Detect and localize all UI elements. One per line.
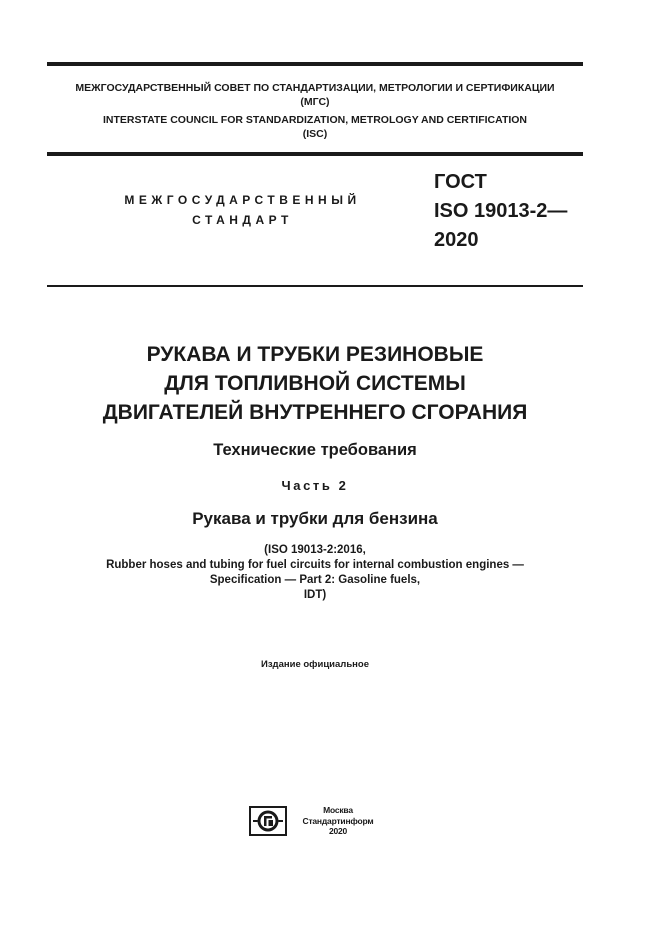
- top-thick-rule: [47, 62, 583, 66]
- council-ru-abbr: (МГС): [300, 96, 330, 108]
- title-line1: РУКАВА И ТРУБКИ РЕЗИНОВЫЕ: [146, 343, 484, 366]
- council-name-ru: [47, 81, 583, 109]
- middle-thick-rule: [47, 152, 583, 156]
- standard-type-line2: СТАНДАРТ: [192, 213, 293, 227]
- standartinform-logo-icon: [249, 806, 287, 836]
- iso-ref-line3: Specification — Part 2: Gasoline fuels,: [209, 574, 421, 586]
- publisher-year: 2020: [328, 826, 348, 836]
- document-title: [47, 340, 583, 427]
- council-name-en: [47, 113, 583, 141]
- publisher-city: Москва: [323, 805, 353, 815]
- edition-label: Издание официальное: [261, 659, 369, 670]
- council-en-abbr: (ISC): [302, 128, 328, 140]
- council-ru-line1: МЕЖГОСУДАРСТВЕННЫЙ СОВЕТ ПО СТАНДАРТИЗАЦИИ, МЕТРОЛОГИИ И СЕРТИФИКАЦИИ: [75, 82, 555, 94]
- designation-line2: ISO 19013-2—: [434, 200, 568, 222]
- standard-designation: [434, 168, 567, 255]
- publisher-name: Стандартинформ: [302, 815, 374, 826]
- publisher-block: [296, 805, 380, 837]
- part-title: Рукава и трубки для бензина: [192, 509, 438, 528]
- thin-rule: [47, 285, 583, 287]
- iso-ref-line4: IDT): [303, 589, 327, 601]
- logo-graphic: [249, 806, 287, 836]
- title-line3: ДВИГАТЕЛЕЙ ВНУТРЕННЕГО СГОРАНИЯ: [102, 401, 528, 424]
- iso-ref-line2: Rubber hoses and tubing for fuel circuits for internal combustion engines —: [106, 559, 524, 571]
- title-line2: ДЛЯ ТОПЛИВНОЙ СИСТЕМЫ: [164, 372, 466, 395]
- standard-type-line1: МЕЖГОСУДАРСТВЕННЫЙ: [124, 193, 361, 207]
- part-label: Часть 2: [281, 478, 349, 493]
- iso-reference: [47, 543, 583, 603]
- iso-ref-line1: (ISO 19013-2:2016,: [264, 544, 366, 556]
- designation-line1: ГОСТ: [434, 171, 487, 193]
- designation-line3: 2020: [434, 229, 479, 251]
- document-subtitle: Технические требования: [213, 441, 417, 459]
- council-en-line1: INTERSTATE COUNCIL FOR STANDARDIZATION, METROLOGY AND CERTIFICATION: [102, 114, 528, 126]
